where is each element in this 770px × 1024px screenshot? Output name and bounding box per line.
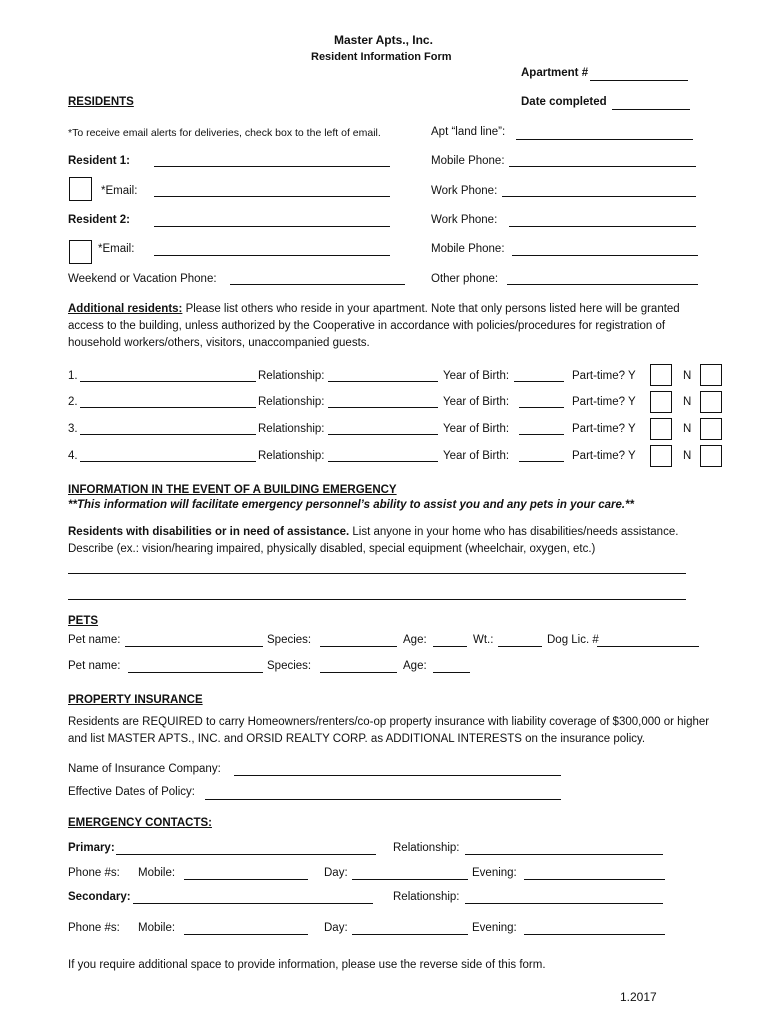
secondary-field[interactable] xyxy=(133,903,373,904)
additional-residents-heading: Additional residents: xyxy=(68,303,183,315)
resident1-mobile-field[interactable] xyxy=(509,166,696,167)
part-time-no-label: N xyxy=(683,450,692,462)
secondary-label: Secondary: xyxy=(68,891,131,903)
primary-phones-label: Phone #s: xyxy=(68,867,120,879)
pet1-dog-lic-label: Dog Lic. # xyxy=(547,634,599,646)
year-of-birth-label: Year of Birth: xyxy=(443,396,510,408)
emergency-subheading: **This information will facilitate emergency personnel’s ability to assist you and any pets in your care.** xyxy=(68,499,635,511)
part-time-label: Part-time? Y xyxy=(572,370,636,382)
resident1-label: Resident 1: xyxy=(68,155,130,167)
resident2-email-checkbox[interactable] xyxy=(69,240,92,264)
part-time-yes-checkbox[interactable] xyxy=(650,418,672,440)
pet1-wt-label: Wt.: xyxy=(473,634,494,646)
form-title: Resident Information Form xyxy=(311,51,452,63)
additional-name-field[interactable] xyxy=(80,434,256,435)
part-time-label: Part-time? Y xyxy=(572,396,636,408)
additional-residents-note xyxy=(68,301,708,352)
insurance-heading: PROPERTY INSURANCE xyxy=(68,694,203,706)
pet1-wt-field[interactable] xyxy=(498,646,542,647)
disabilities-field-2[interactable] xyxy=(68,599,686,600)
footer-note: If you require additional space to provide information, please use the reverse side of this form. xyxy=(68,959,546,971)
primary-day-label: Day: xyxy=(324,867,348,879)
part-time-no-checkbox[interactable] xyxy=(700,391,722,413)
additional-row-number: 3. xyxy=(68,423,78,435)
other-phone-field[interactable] xyxy=(507,284,698,285)
part-time-yes-checkbox[interactable] xyxy=(650,445,672,467)
additional-name-field[interactable] xyxy=(80,381,256,382)
pet2-name-label: Pet name: xyxy=(68,660,121,672)
resident2-email-field[interactable] xyxy=(154,255,390,256)
resident1-email-label: *Email: xyxy=(101,185,138,197)
secondary-relationship-field[interactable] xyxy=(465,903,663,904)
policy-dates-label: Effective Dates of Policy: xyxy=(68,786,195,798)
pet1-species-field[interactable] xyxy=(320,646,397,647)
additional-row-number: 4. xyxy=(68,450,78,462)
part-time-no-label: N xyxy=(683,423,692,435)
primary-evening-field[interactable] xyxy=(524,879,665,880)
resident1-mobile-label: Mobile Phone: xyxy=(431,155,505,167)
resident2-label: Resident 2: xyxy=(68,214,130,226)
weekend-phone-field[interactable] xyxy=(230,284,405,285)
insurance-company-label: Name of Insurance Company: xyxy=(68,763,221,775)
resident2-mobile-label: Mobile Phone: xyxy=(431,243,505,255)
primary-evening-label: Evening: xyxy=(472,867,517,879)
pet1-name-field[interactable] xyxy=(125,646,263,647)
insurance-company-field[interactable] xyxy=(234,775,561,776)
secondary-mobile-label: Mobile: xyxy=(138,922,176,934)
relationship-label: Relationship: xyxy=(258,396,325,408)
secondary-phones-label: Phone #s: xyxy=(68,922,120,934)
pet1-dog-lic-field[interactable] xyxy=(597,646,699,647)
resident2-mobile-field[interactable] xyxy=(512,255,698,256)
resident1-work-field[interactable] xyxy=(502,196,696,197)
relationship-field[interactable] xyxy=(328,461,438,462)
primary-relationship-label: Relationship: xyxy=(393,842,460,854)
relationship-field[interactable] xyxy=(328,381,438,382)
year-of-birth-field[interactable] xyxy=(514,381,564,382)
resident2-work-field[interactable] xyxy=(509,226,696,227)
relationship-field[interactable] xyxy=(328,407,438,408)
resident1-email-checkbox[interactable] xyxy=(69,177,92,201)
date-completed-label: Date completed xyxy=(521,96,607,108)
pet2-name-field[interactable] xyxy=(128,672,263,673)
primary-label: Primary: xyxy=(68,842,115,854)
secondary-relationship-label: Relationship: xyxy=(393,891,460,903)
year-of-birth-label: Year of Birth: xyxy=(443,423,510,435)
apartment-field[interactable] xyxy=(590,80,688,81)
part-time-label: Part-time? Y xyxy=(572,423,636,435)
resident2-email-label: *Email: xyxy=(98,243,135,255)
form-version: 1.2017 xyxy=(620,990,657,1004)
primary-mobile-field[interactable] xyxy=(184,879,308,880)
company-name: Master Apts., Inc. xyxy=(334,33,433,47)
primary-mobile-label: Mobile: xyxy=(138,867,176,879)
residents-heading: RESIDENTS xyxy=(68,96,134,108)
secondary-mobile-field[interactable] xyxy=(184,934,308,935)
emergency-contacts-heading: EMERGENCY CONTACTS: xyxy=(68,817,212,829)
disabilities-text: List anyone in your home who has disabilities/needs assistance. Describe (ex.: vision/hearing impaired, physically disabled, special equipment (wheelchair, oxygen, etc.) xyxy=(68,526,679,555)
secondary-day-field[interactable] xyxy=(352,934,468,935)
apt-land-line-label: Apt “land line”: xyxy=(431,126,506,138)
relationship-label: Relationship: xyxy=(258,450,325,462)
weekend-phone-label: Weekend or Vacation Phone: xyxy=(68,273,217,285)
primary-day-field[interactable] xyxy=(352,879,468,880)
apt-land-line-field[interactable] xyxy=(516,139,693,140)
insurance-text: Residents are REQUIRED to carry Homeowners/renters/co-op property insurance with liability coverage of $300,000 or higher and list MASTER APTS., INC. and ORSID REALTY CORP. as ADDITIONAL INTERESTS on the insurance policy. xyxy=(68,716,710,745)
additional-row-number: 1. xyxy=(68,370,78,382)
pet2-age-label: Age: xyxy=(403,660,427,672)
pet2-age-field[interactable] xyxy=(433,672,470,673)
additional-name-field[interactable] xyxy=(80,461,256,462)
resident2-work-label: Work Phone: xyxy=(431,214,498,226)
part-time-yes-checkbox[interactable] xyxy=(650,364,672,386)
part-time-no-label: N xyxy=(683,396,692,408)
apartment-label: Apartment # xyxy=(521,67,589,79)
year-of-birth-label: Year of Birth: xyxy=(443,370,510,382)
pet1-age-field[interactable] xyxy=(433,646,467,647)
emergency-heading: INFORMATION IN THE EVENT OF A BUILDING EMERGENCY xyxy=(68,484,397,496)
pet2-species-label: Species: xyxy=(267,660,312,672)
secondary-day-label: Day: xyxy=(324,922,348,934)
pet1-age-label: Age: xyxy=(403,634,427,646)
date-completed-field[interactable] xyxy=(612,109,690,110)
part-time-no-checkbox[interactable] xyxy=(700,364,722,386)
part-time-no-label: N xyxy=(683,370,692,382)
primary-relationship-field[interactable] xyxy=(465,854,663,855)
disabilities-note xyxy=(68,524,708,558)
resident1-field[interactable] xyxy=(154,166,390,167)
pet2-species-field[interactable] xyxy=(320,672,397,673)
additional-row-number: 2. xyxy=(68,396,78,408)
relationship-field[interactable] xyxy=(328,434,438,435)
secondary-evening-field[interactable] xyxy=(524,934,665,935)
year-of-birth-field[interactable] xyxy=(519,434,564,435)
policy-dates-field[interactable] xyxy=(205,799,561,800)
additional-residents-text: Please list others who reside in your apartment. Note that only persons listed here will be granted access to the building, unless authorized by the Cooperative in accordance with policies/procedures for registration of household workers/others, visitors, unaccompanied guests. xyxy=(68,303,680,349)
year-of-birth-field[interactable] xyxy=(519,461,564,462)
pets-heading: PETS xyxy=(68,615,99,627)
year-of-birth-label: Year of Birth: xyxy=(443,450,510,462)
primary-field[interactable] xyxy=(116,854,376,855)
part-time-no-checkbox[interactable] xyxy=(700,445,722,467)
pet1-species-label: Species: xyxy=(267,634,312,646)
resident1-email-field[interactable] xyxy=(154,196,390,197)
relationship-label: Relationship: xyxy=(258,423,325,435)
disabilities-heading: Residents with disabilities or in need of assistance. xyxy=(68,526,350,538)
relationship-label: Relationship: xyxy=(258,370,325,382)
resident1-work-label: Work Phone: xyxy=(431,185,498,197)
disabilities-field-1[interactable] xyxy=(68,573,686,574)
part-time-label: Part-time? Y xyxy=(572,450,636,462)
part-time-no-checkbox[interactable] xyxy=(700,418,722,440)
secondary-evening-label: Evening: xyxy=(472,922,517,934)
additional-name-field[interactable] xyxy=(80,407,256,408)
year-of-birth-field[interactable] xyxy=(519,407,564,408)
resident2-field[interactable] xyxy=(154,226,390,227)
email-alert-note: *To receive email alerts for deliveries, check box to the left of email. xyxy=(68,127,381,139)
other-phone-label: Other phone: xyxy=(431,273,499,285)
pet1-name-label: Pet name: xyxy=(68,634,121,646)
part-time-yes-checkbox[interactable] xyxy=(650,391,672,413)
